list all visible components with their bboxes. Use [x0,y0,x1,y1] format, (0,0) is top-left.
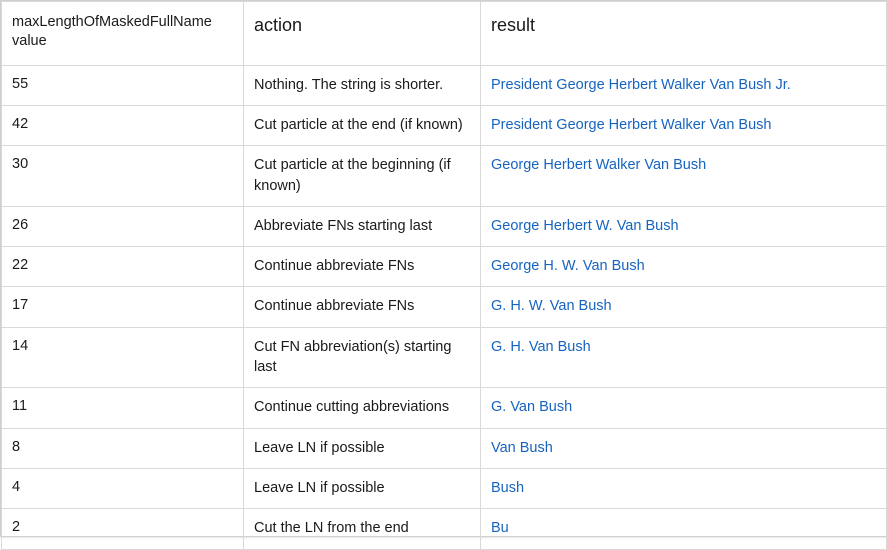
cell-result: Van Bush [481,428,887,468]
cell-value: 8 [2,428,244,468]
cell-value: 14 [2,327,244,388]
table-row [2,327,887,388]
table-header [2,2,887,66]
table-header-row [2,2,887,66]
table-body [2,65,887,549]
cell-value: 30 [2,146,244,207]
cell-value: 55 [2,65,244,105]
table-row [2,65,887,105]
cell-result: George Herbert Walker Van Bush [481,146,887,207]
cell-action: Cut the LN from the end [244,509,481,549]
cell-result: G. Van Bush [481,388,887,428]
cell-result: George Herbert W. Van Bush [481,206,887,246]
cell-result: G. H. Van Bush [481,327,887,388]
cell-result: Bu [481,509,887,549]
table-row [2,287,887,327]
table-row [2,247,887,287]
cell-action: Abbreviate FNs starting last [244,206,481,246]
cell-result: President George Herbert Walker Van Bush [481,105,887,145]
cell-result: George H. W. Van Bush [481,247,887,287]
cell-action: Continue cutting abbreviations [244,388,481,428]
cell-action: Nothing. The string is shorter. [244,65,481,105]
column-header-result: result [481,2,887,66]
masked-fullname-table [1,1,887,550]
cell-value: 22 [2,247,244,287]
cell-value: 11 [2,388,244,428]
table-row [2,388,887,428]
cell-action: Continue abbreviate FNs [244,247,481,287]
cell-action: Cut FN abbreviation(s) starting last [244,327,481,388]
cell-value: 42 [2,105,244,145]
cell-action: Continue abbreviate FNs [244,287,481,327]
cell-action: Cut particle at the end (if known) [244,105,481,145]
cell-value: 26 [2,206,244,246]
cell-value: 17 [2,287,244,327]
cell-value: 4 [2,468,244,508]
table-row [2,146,887,207]
cell-result: Bush [481,468,887,508]
cell-action: Cut particle at the beginning (if known) [244,146,481,207]
table-row [2,468,887,508]
column-header-max-length: maxLengthOfMaskedFullName value [2,2,244,66]
cell-result: President George Herbert Walker Van Bush Jr. [481,65,887,105]
cell-action: Leave LN if possible [244,428,481,468]
cell-result: G. H. W. Van Bush [481,287,887,327]
table-row [2,428,887,468]
column-header-action: action [244,2,481,66]
table-row [2,206,887,246]
cell-action: Leave LN if possible [244,468,481,508]
table-row [2,105,887,145]
cell-value: 2 [2,509,244,549]
table-row [2,509,887,549]
